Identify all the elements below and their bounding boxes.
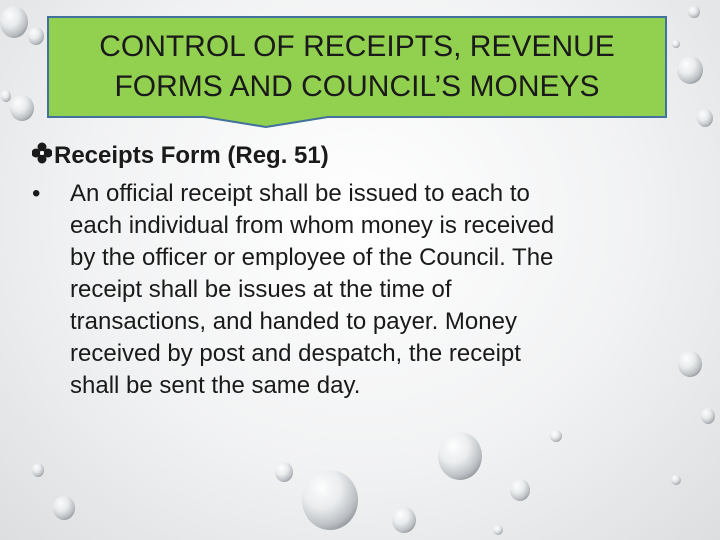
slide-title-line: CONTROL OF RECEIPTS, REVENUE xyxy=(99,30,615,63)
water-drop xyxy=(697,109,713,127)
slide-title-box xyxy=(47,16,667,118)
bullet-glyph: • xyxy=(32,180,41,207)
body-line: receipt shall be issues at the time of xyxy=(70,276,452,303)
callout-pointer xyxy=(196,116,336,130)
body-line: shall be sent the same day. xyxy=(70,372,361,399)
water-drop xyxy=(53,496,75,520)
water-drop xyxy=(275,462,293,482)
water-drop xyxy=(671,475,681,485)
bullet-text xyxy=(70,178,554,402)
body-line: transactions, and handed to payer. Money xyxy=(70,308,517,335)
water-drop xyxy=(688,6,700,18)
water-drop xyxy=(438,432,482,480)
water-drop xyxy=(1,90,11,102)
water-drop xyxy=(302,470,358,530)
section-heading xyxy=(32,140,692,172)
water-drop xyxy=(10,95,34,121)
body-line: by the officer or employee of the Council. The xyxy=(70,244,554,271)
water-drop xyxy=(0,6,28,38)
water-drop xyxy=(550,430,562,442)
water-drop xyxy=(392,507,416,533)
section-heading-text: Receipts Form (Reg. 51) xyxy=(54,142,329,169)
water-drop xyxy=(701,408,715,424)
slide-title-line: FORMS AND COUNCIL’S MONEYS xyxy=(114,70,600,103)
water-drop xyxy=(28,27,44,45)
slide-content xyxy=(32,140,692,402)
body-line: each individual from whom money is received xyxy=(70,212,555,239)
water-drop xyxy=(672,40,680,48)
water-drop xyxy=(677,56,703,84)
bullet-item xyxy=(32,178,692,402)
water-drop xyxy=(493,525,503,535)
diamond-bullet-icon xyxy=(32,142,52,170)
water-drop xyxy=(32,463,44,477)
body-line: An official receipt shall be issued to each to xyxy=(70,180,530,207)
water-drop xyxy=(510,479,530,501)
body-line: received by post and despatch, the receipt xyxy=(70,340,521,367)
